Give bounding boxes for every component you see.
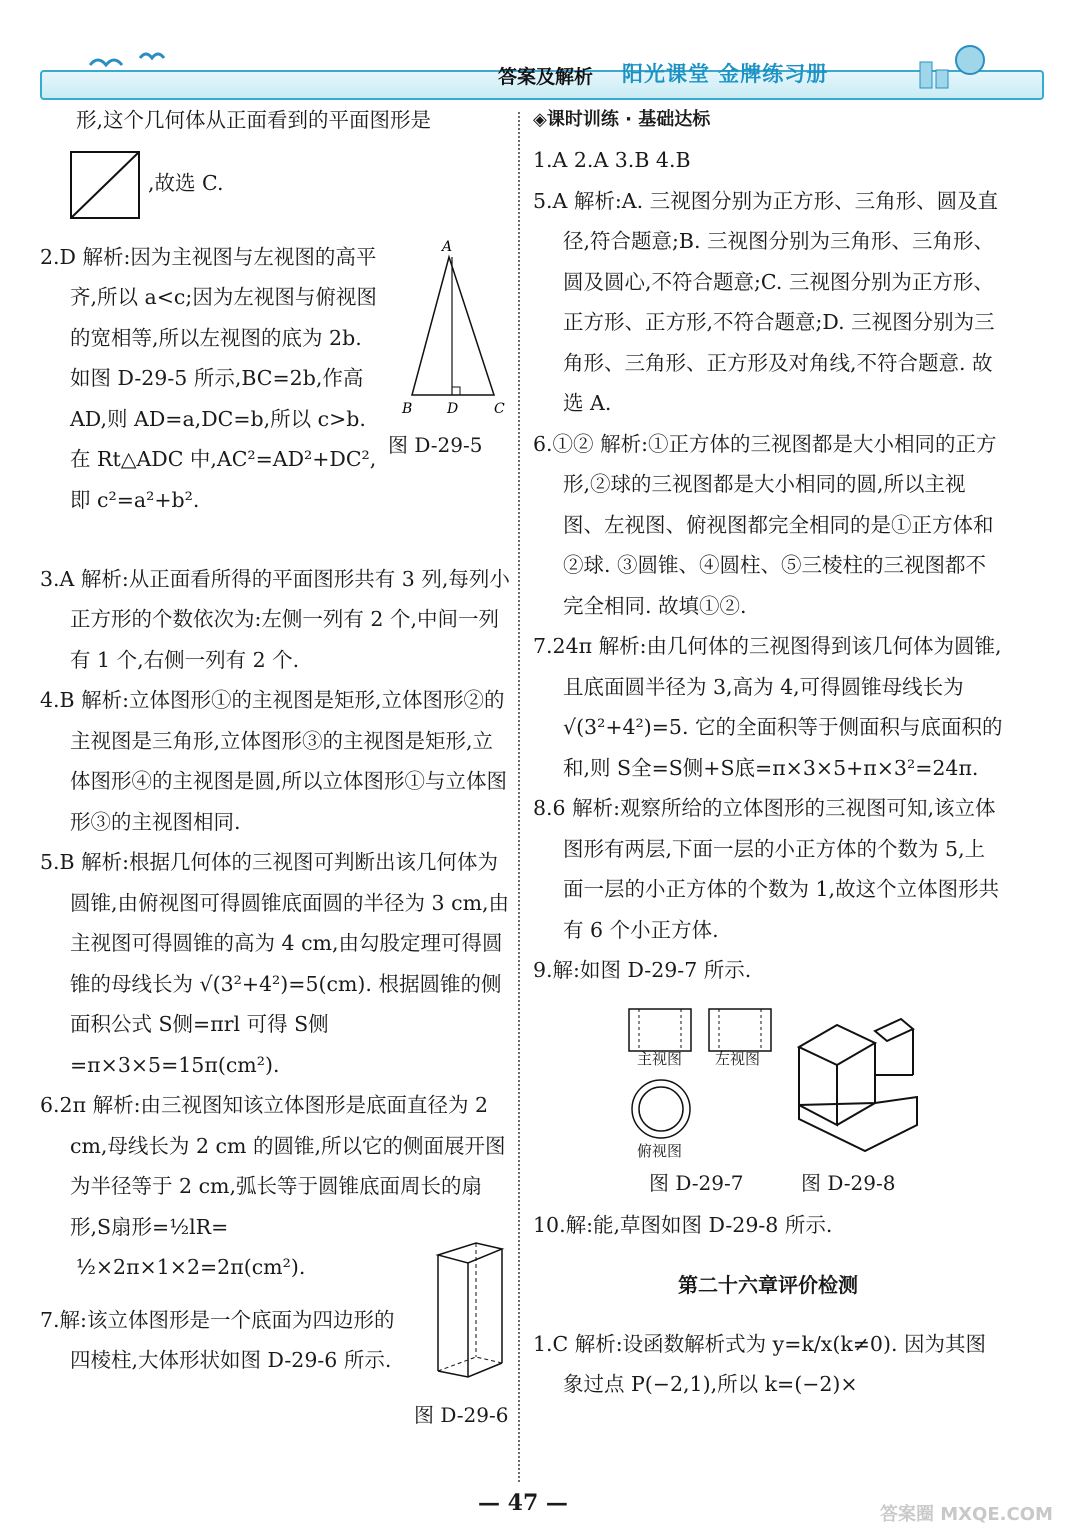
watermark: 答案圈 MXQE.COM — [880, 1504, 1053, 1525]
header-brand: 阳光课堂 金牌练习册 — [622, 62, 829, 86]
answer-r11: 1.C 解析:设函数解析式为 y=k/x(k≠0). 因为其图象过点 P(−2,1),所以 k=(−2)× — [533, 1331, 987, 1396]
answer-5: 5.B 解析:根据几何体的三视图可判断出该几何体为圆锥,由俯视图可得圆锥底面圆的半径为 3 cm,由主视图可得圆锥的高为 4 cm,由勾股定理可得圆锥的母线长为 √(3²+4²)=5(cm). 根据圆锥的侧面积公式 S侧=πrl 可得 S侧=π×3×5=15π(cm²). — [40, 850, 510, 1077]
globe-icon — [900, 40, 990, 90]
page-header — [40, 40, 1040, 100]
answer-r10: 10.解:能,草图如图 D-29-8 所示. — [533, 1212, 833, 1237]
top-view-figure — [629, 1077, 693, 1141]
answer-6-7-block — [40, 1247, 510, 1487]
answer-r5: 5.A 解析:A. 三视图分别为正方形、三角形、圆及直径,符合题意;B. 三视图分别为三角形、三角形、圆及圆心,不符合题意;C. 三视图分别为正方形、正方形、正方形,不符合题意;D. 三视图分别为三角形、三角形、正方形及对角线,不符合题意. 故选 A. — [533, 188, 999, 415]
answer-2: 2.D 解析:因为主视图与左视图的高平齐,所以 a<c;因为左视图与俯视图的宽相等,所以左视图的底为 2b. 如图 D-29-5 所示,BC=2b,作高 AD,则 AD=a,DC=b,所以 c>b. 在 Rt△ADC 中,AC²=AD²+DC²,即 c²=a²+b². — [40, 244, 377, 512]
top-view-label: 俯视图 — [637, 1141, 683, 1160]
figure-caption-d29-8: 图 D-29-8 — [801, 1170, 896, 1195]
answer-6: 6.2π 解析:由三视图知该立体图形是底面直径为 2 cm,母线长为 2 cm 的圆锥,所以它的侧面展开图为半径等于 2 cm,弧长等于圆锥底面周长的扇形,S扇形=½lR= — [40, 1093, 506, 1239]
figure-caption-d29-5: 图 D-29-5 — [388, 432, 483, 457]
section-heading: ◈课时训练 · 基础达标 — [533, 109, 711, 130]
answer-4: 4.B 解析:立体图形①的主视图是矩形,立体图形②的主视图是三角形,立体图形③的主视图是矩形,立体图形④的主视图是圆,所以立体图形①与立体图形③的主视图相同. — [40, 688, 508, 834]
figure-square — [40, 141, 510, 227]
answer-1-cont: 形,这个几何体从正面看到的平面图形是 — [76, 108, 432, 132]
page-number: — 47 — — [478, 1490, 568, 1516]
answer-3: 3.A 解析:从正面看所得的平面图形共有 3 列,每列小正方形的个数依次为:左侧一列有 2 个,中间一列有 1 个,右侧一列有 2 个. — [40, 566, 510, 672]
answer-1-choice: ,故选 C. — [148, 170, 224, 195]
answer-2-block — [40, 237, 510, 559]
answers-1-4: 1.A 2.A 3.B 4.B — [533, 148, 691, 172]
chapter-heading: 第二十六章评价检测 — [678, 1273, 858, 1297]
square-diagonal-icon — [70, 151, 142, 221]
figure-caption-d29-7: 图 D-29-7 — [649, 1170, 744, 1195]
header-title: 答案及解析 — [498, 66, 594, 88]
left-view-label: 左视图 — [715, 1049, 761, 1068]
answer-r8: 8.6 解析:观察所给的立体图形的三视图可知,该立体图形有两层,下面一层的小正方体的个数为 5,上面一层的小正方体的个数为 1,故这个立体图形共有 6 个小正方体. — [533, 796, 1000, 942]
label-c: C — [494, 400, 505, 417]
solid-figure — [795, 1001, 925, 1161]
answer-r6: 6.①② 解析:①正方体的三视图都是大小相同的正方形,②球的三视图都是大小相同的圆,所以主视图、左视图、俯视图都完全相同的是①正方体和②球. ③圆锥、④圆柱、⑤三棱柱的三视图都不完全相同. 故填①②. — [533, 431, 997, 618]
answer-7: 7.解:该立体图形是一个底面为四边形的四棱柱,大体形状如图 D-29-6 所示. — [40, 1307, 395, 1372]
answer-r9: 9.解:如图 D-29-7 所示. — [533, 958, 752, 982]
label-a: A — [442, 238, 453, 255]
answer-r7: 7.24π 解析:由几何体的三视图得到该几何体为圆锥,且底面圆半径为 3,高为 4,可得圆锥母线长为 √(3²+4²)=5. 它的全面积等于侧面积与底面积的和,则 S全=S侧+S底=π×3×5+π×3²=24π. — [533, 634, 1003, 780]
answer-6-cont: ½×2π×1×2=2π(cm²). — [76, 1255, 306, 1279]
figures-d29-7-8 — [533, 991, 1003, 1205]
label-b: B — [402, 400, 413, 417]
label-d: D — [447, 400, 459, 417]
left-column — [40, 100, 510, 1487]
front-view-label: 主视图 — [637, 1049, 683, 1068]
right-column — [533, 100, 1003, 1405]
prism-figure — [428, 1235, 512, 1385]
triangle-figure — [400, 237, 520, 417]
figure-caption-d29-6: 图 D-29-6 — [414, 1403, 509, 1427]
